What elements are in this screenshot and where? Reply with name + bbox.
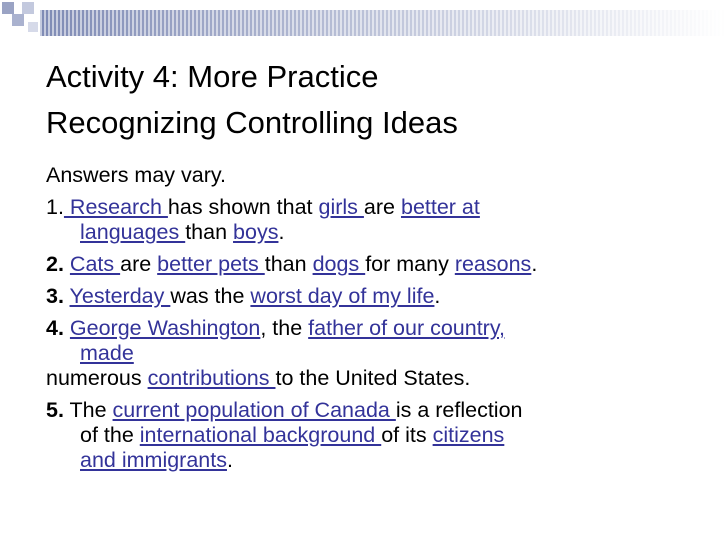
item-number: 1. — [46, 195, 64, 219]
underlined-phrase: contributions — [147, 366, 276, 390]
header-decoration — [0, 0, 728, 40]
underlined-phrase: made — [80, 341, 134, 365]
underlined-phrase: Research — [63, 195, 168, 219]
intro-text: Answers may vary. — [46, 163, 226, 187]
item-number: 5. — [46, 398, 64, 422]
underlined-phrase: international background — [139, 423, 382, 447]
underlined-phrase: languages — [80, 220, 186, 244]
title-line: Activity 4: More Practice — [46, 59, 379, 94]
underlined-phrase: Cats — [69, 252, 121, 276]
text: are — [120, 252, 158, 276]
slide-body — [46, 163, 706, 473]
underlined-phrase: boys — [233, 220, 279, 244]
text: of its — [381, 423, 433, 447]
text: . — [278, 220, 285, 244]
text: . — [531, 252, 538, 276]
text: for many — [365, 252, 455, 276]
text: . — [434, 284, 441, 308]
underlined-phrase: George Washington — [69, 316, 261, 340]
underlined-phrase: dogs — [312, 252, 366, 276]
list-item-3 — [46, 284, 706, 309]
header-square — [28, 22, 38, 32]
underlined-phrase: better pets — [157, 252, 265, 276]
underlined-phrase: better at — [400, 195, 480, 219]
underlined-phrase: Yesterday — [69, 284, 171, 308]
underlined-phrase: father of our country, — [308, 316, 505, 340]
underlined-phrase: current population of Canada — [112, 398, 396, 422]
text: , the — [260, 316, 309, 340]
list-item-4-continued — [46, 366, 706, 391]
underlined-phrase: girls — [318, 195, 364, 219]
list-item-4-continued — [46, 341, 706, 366]
list-item-5 — [46, 398, 706, 423]
text: to the United States. — [275, 366, 471, 390]
item-number: 2. — [46, 252, 64, 276]
item-number: 4. — [46, 316, 64, 340]
header-square — [12, 14, 24, 26]
list-item-1 — [46, 195, 706, 220]
header-square — [22, 2, 34, 14]
underlined-phrase: and immigrants — [80, 448, 227, 472]
text: of the — [80, 423, 140, 447]
list-item-4 — [46, 316, 706, 341]
title-line: Recognizing Controlling Ideas — [46, 105, 458, 140]
underlined-phrase: worst day of my life — [250, 284, 435, 308]
header-square — [2, 2, 14, 14]
text: has shown that — [167, 195, 319, 219]
text: . — [226, 448, 233, 472]
underlined-phrase: citizens — [432, 423, 505, 447]
list-item-1-continued — [46, 220, 706, 245]
text: numerous — [46, 366, 148, 390]
text: than — [185, 220, 234, 244]
text: The — [63, 398, 113, 422]
list-item-2 — [46, 252, 706, 277]
text: are — [363, 195, 401, 219]
list-item-5-continued — [46, 448, 706, 473]
slide-title — [46, 54, 706, 146]
item-number: 3. — [46, 284, 64, 308]
text: was the — [170, 284, 251, 308]
list-item-5-continued — [46, 423, 706, 448]
underlined-phrase: reasons — [454, 252, 532, 276]
text: is a reflection — [395, 398, 523, 422]
text: than — [264, 252, 313, 276]
